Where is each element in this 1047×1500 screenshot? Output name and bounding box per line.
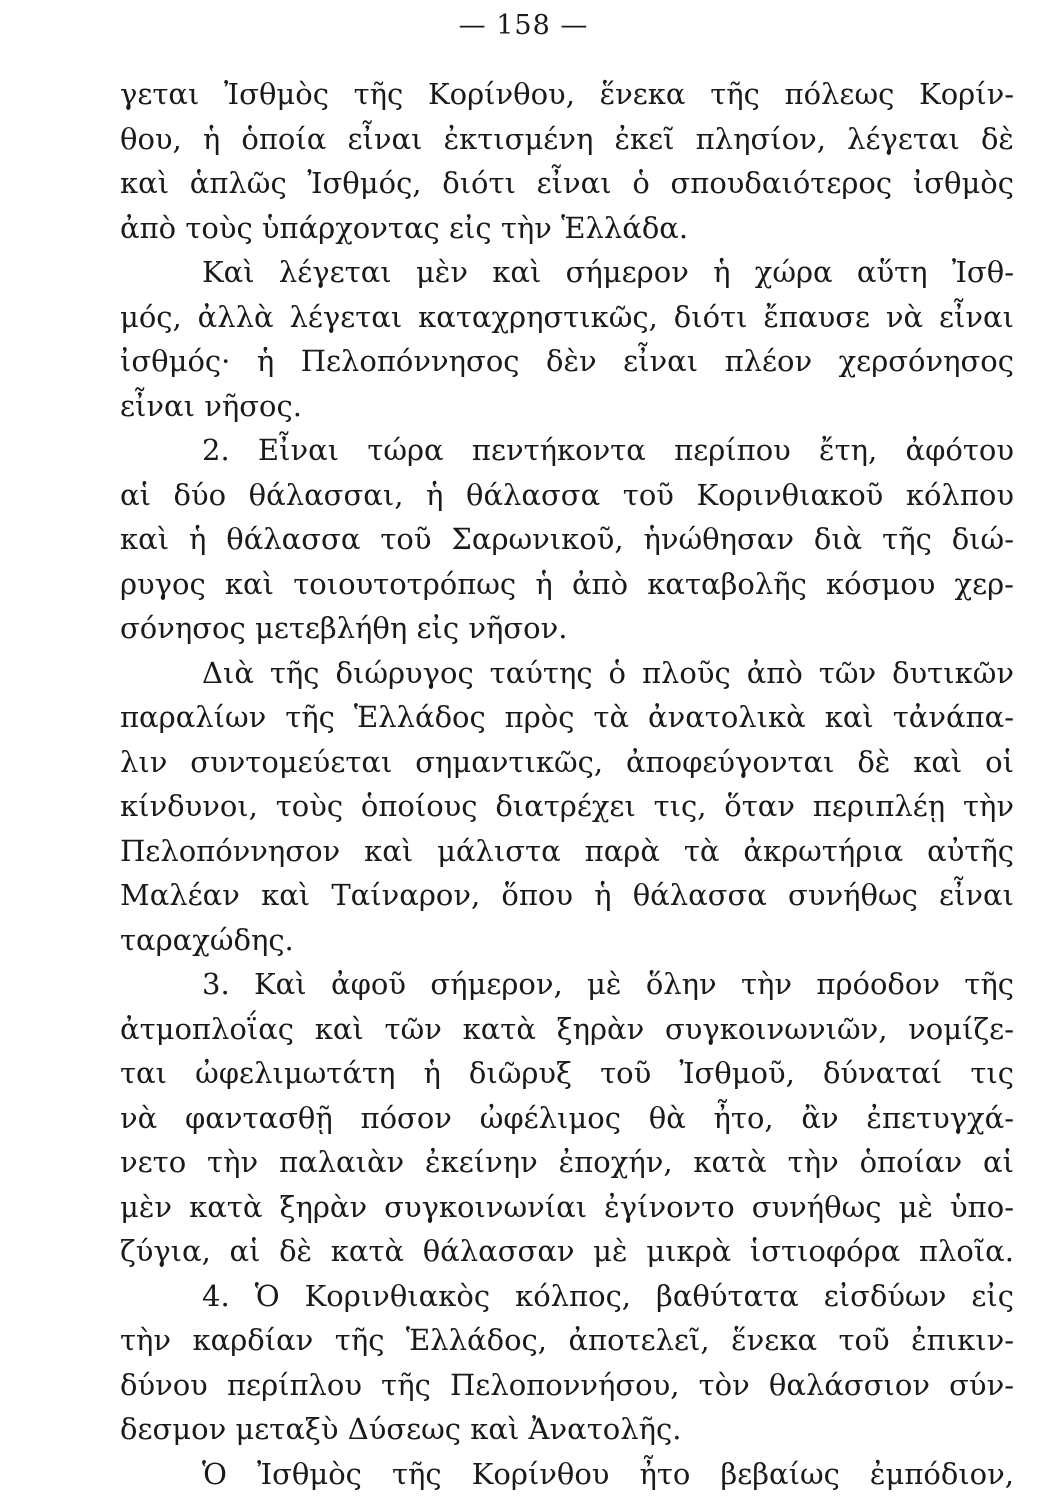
text-line: καὶ ἁπλῶς Ἰσθμός, διότι εἶναι ὁ σπουδαιότερος ἰσθμὸς xyxy=(120,166,1014,200)
text-line: Μαλέαν καὶ Ταίναρον, ὅπου ἡ θάλασσα συνήθως εἶναι xyxy=(120,878,1014,912)
text-line: κίνδυνοι, τοὺς ὁποίους διατρέχει τις, ὅταν περιπλέῃ τὴν xyxy=(120,789,1014,823)
text-line: ἀτμοπλοΐας καὶ τῶν κατὰ ξηρὰν συγκοινωνιῶν, νομίζε- xyxy=(120,1011,1014,1046)
text-line: γεται Ἰσθμὸς τῆς Κορίνθου, ἕνεκα τῆς πόλεως Κορίν- xyxy=(120,77,1014,111)
text-line: αἱ δύο θάλασσαι, ἡ θάλασσα τοῦ Κορινθιακοῦ κόλπου xyxy=(120,477,1014,512)
text-line: Ὁ Ἰσθμὸς τῆς Κορίνθου ἦτο βεβαίως ἐμπόδιον, xyxy=(202,1456,1014,1491)
text-line: ἰσθμός· ἡ Πελοπόννησος δὲν εἶναι πλέον χερσόνησος xyxy=(120,344,1014,378)
text-line: ταραχώδης. xyxy=(120,922,294,957)
text-line: ζύγια, αἱ δὲ κατὰ θάλασσαν μὲ μικρὰ ἱστιοφόρα πλοῖα. xyxy=(120,1234,1014,1268)
text-line: σόνησος μετεβλήθη εἰς νῆσον. xyxy=(120,611,568,645)
text-line: τὴν καρδίαν τῆς Ἑλλάδος, ἀποτελεῖ, ἕνεκα τοῦ ἐπικιν- xyxy=(120,1323,1014,1357)
body-text xyxy=(120,72,1014,1496)
text-line: νετο τὴν παλαιὰν ἐκείνην ἐποχήν, κατὰ τὴν ὁποίαν αἱ xyxy=(120,1145,1014,1179)
text-line: ἀπὸ τοὺς ὑπάρχοντας εἰς τὴν Ἑλλάδα. xyxy=(120,210,689,245)
text-line: εἶναι νῆσος. xyxy=(120,388,302,423)
text-line: θου, ἡ ὁποία εἶναι ἐκτισμένη ἐκεῖ πλησίον, λέγεται δὲ xyxy=(120,121,1014,156)
text-line: ρυγος καὶ τοιουτοτρόπως ἡ ἀπὸ καταβολῆς κόσμου χερ- xyxy=(120,566,1014,601)
text-line: μὲν κατὰ ξηρὰν συγκοινωνίαι ἐγίνοντο συνήθως μὲ ὑπο- xyxy=(120,1189,1014,1224)
text-line: καὶ ἡ θάλασσα τοῦ Σαρωνικοῦ, ἡνώθησαν διὰ τῆς διώ- xyxy=(120,522,1014,556)
text-line: Καὶ λέγεται μὲν καὶ σήμερον ἡ χώρα αὕτη Ἰσθ- xyxy=(202,255,1014,289)
text-line: λιν συντομεύεται σημαντικῶς, ἀποφεύγονται δὲ καὶ οἱ xyxy=(120,744,1014,779)
text-line: παραλίων τῆς Ἑλλάδος πρὸς τὰ ἀνατολικὰ καὶ τἀνάπα- xyxy=(120,700,1014,734)
text-line: νὰ φαντασθῇ πόσον ὠφέλιμος θὰ ἦτο, ἂν ἐπετυγχά- xyxy=(120,1100,1014,1135)
text-line: ται ὠφελιμωτάτη ἡ διῶρυξ τοῦ Ἰσθμοῦ, δύναταί τις xyxy=(120,1056,1014,1090)
text-line: 3. Καὶ ἀφοῦ σήμερον, μὲ ὅλην τὴν πρόοδον τῆς xyxy=(202,967,1014,1001)
text-line: 4. Ὁ Κορινθιακὸς κόλπος, βαθύτατα εἰσδύων εἰς xyxy=(202,1278,1014,1313)
page-number: — 158 — xyxy=(458,10,589,41)
text-line: δεσμον μεταξὺ Δύσεως καὶ Ἀνατολῆς. xyxy=(120,1412,682,1446)
text-line: μός, ἀλλὰ λέγεται καταχρηστικῶς, διότι ἔπαυσε νὰ εἶναι xyxy=(120,299,1014,334)
text-line: Διὰ τῆς διώρυγος ταύτης ὁ πλοῦς ἀπὸ τῶν δυτικῶν xyxy=(202,655,1014,690)
text-line: 2. Εἶναι τώρα πεντήκοντα περίπου ἔτη, ἀφότου xyxy=(202,433,1014,467)
text-line: Πελοπόννησον καὶ μάλιστα παρὰ τὰ ἀκρωτήρια αὐτῆς xyxy=(120,833,1014,868)
text-line: δύνου περίπλου τῆς Πελοποννήσου, τὸν θαλάσσιον σύν- xyxy=(120,1367,1014,1402)
